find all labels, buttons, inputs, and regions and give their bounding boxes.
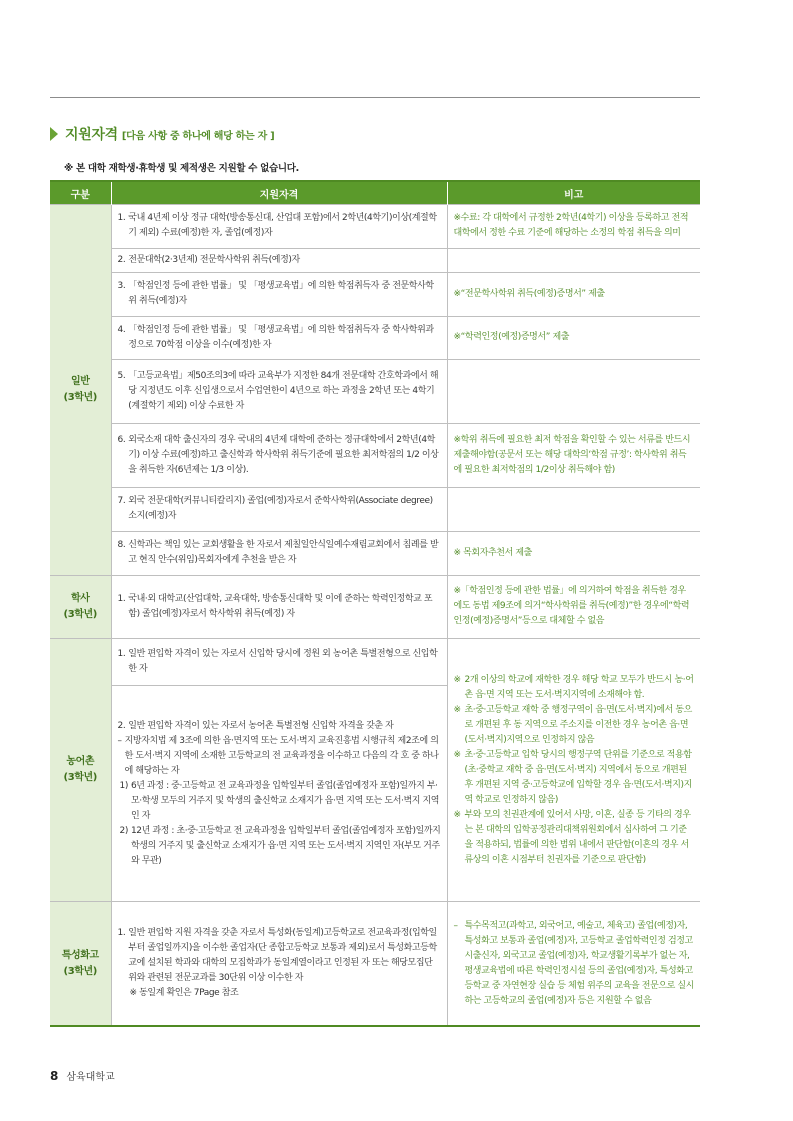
qualification-cell: 6. 외국소재 대학 출신자의 경우 국내의 4년제 대학에 준하는 정규대학에서 2학년(4학기) 이상 수료(예정)하고 출신학과 학사학위 취득기준에 필요한 최저학점의 1/2 이상을 취득한 자(6년제는 1/3 이상). xyxy=(111,424,447,488)
qualification-cell: 4. 「학점인정 등에 관한 법률」 및 「평생교육법」에 의한 학점취득자 중 학사학위과정으로 70학점 이상을 이수(예정)한 자 xyxy=(111,316,447,360)
category-bachelor: 학사 (3학년) xyxy=(50,575,111,639)
header-category: 구분 xyxy=(50,181,111,205)
qualification-cell: 7. 외국 전문대학(커뮤니티칼리지) 졸업(예정)자로서 준학사학위(Associate degree) 소지(예정)자 xyxy=(111,487,447,531)
remark-cell: ※“학력인정(예정)증명서” 제출 xyxy=(447,316,700,360)
header-remarks: 비고 xyxy=(447,181,700,205)
qualification-cell: 5. 「고등교육법」제50조의3에 따라 교육부가 지정한 84개 전문대학 간호학과에서 해당 지정년도 이후 신입생으로서 수업연한이 4년으로 하는 과정을 2학년 또는 4학기(계절학기 제외) 이상 수료한 자 xyxy=(111,360,447,424)
triangle-bullet-icon xyxy=(50,127,58,141)
table-header-row xyxy=(50,181,700,205)
eligibility-table xyxy=(50,180,700,1027)
eligibility-notice: ※ 본 대학 재학생·휴학생 및 제적생은 지원할 수 없습니다. xyxy=(64,163,299,174)
remark-cell: – 특수목적고(과학고, 외국어고, 예술고, 체육고) 졸업(예정)자, 특성화고 보통과 졸업(예정)자, 고등학교 졸업학력인정 검정고시출신자, 외국고교 졸업(예정)자, 학교생활기록부가 없는 자, 평생교육법에 따른 학력인정시설 등의 졸업(예정)자, 특성화고등학교 중 자연현장 실습 등 체험 위주의 교육을 전문으로 실시하는 고등학교의 졸업(예정)자 등은 지원할 수 없음 xyxy=(447,902,700,1026)
remark-cell: ※학위 취득에 필요한 최저 학점을 확인할 수 있는 서류를 반드시 제출해야함(공문서 또는 해당 대학의‘학점 규정’: 학사학위 취득에 필요한 최저학점의 1/2이상 취득해야 함) xyxy=(447,424,700,488)
remark-cell xyxy=(447,360,700,424)
table-row xyxy=(50,424,700,488)
table-row xyxy=(50,248,700,272)
qualification-cell: 2. 전문대학(2·3년제) 전문학사학위 취득(예정)자 xyxy=(111,248,447,272)
university-name: 삼육대학교 xyxy=(66,1072,115,1083)
category-specialized: 특성화고 (3학년) xyxy=(50,902,111,1026)
top-rule xyxy=(50,97,700,98)
table-row xyxy=(50,575,700,639)
section-subtitle: [다음 사항 중 하나에 해당 하는 자 ] xyxy=(121,130,275,142)
qualification-cell: 1. 일반 편입학 자격이 있는 자로서 신입학 당시에 정원 외 농어촌 특별전형으로 신입학 한 자 xyxy=(111,639,447,686)
table-row xyxy=(50,487,700,531)
table-row xyxy=(50,902,700,1026)
qualification-cell: 3. 「학점인정 등에 관한 법률」 및 「평생교육법」에 의한 학점취득자 중 전문학사학위 취득(예정)자 xyxy=(111,272,447,316)
remark-cell xyxy=(447,487,700,531)
remark-cell: ※“전문학사학위 취득(예정)증명서” 제출 xyxy=(447,272,700,316)
header-qualification: 지원자격 xyxy=(111,181,447,205)
page-footer xyxy=(50,1068,115,1083)
table-row xyxy=(50,531,700,575)
qualification-cell: 1. 국내 4년제 이상 정규 대학(방송통신대, 산업대 포함)에서 2학년(4학기)이상(계절학기 제외) 수료(예정)한 자, 졸업(예정)자 xyxy=(111,205,447,249)
table-row xyxy=(50,360,700,424)
table-row xyxy=(50,205,700,249)
qualification-cell: 8. 신학과는 책임 있는 교회생활을 한 자로서 제칠일안식일예수재림교회에서 침례를 받고 현직 안수(위임)목회자에게 추천을 받은 자 xyxy=(111,531,447,575)
table-row xyxy=(50,272,700,316)
remark-cell: ※「학점인정 등에 관한 법률」에 의거하여 학점을 취득한 경우에도 동법 제9조에 의거“학사학위를 취득(예정)”한 경우에“학력인정(예정)증명서”등으로 대체할 수 없음 xyxy=(447,575,700,639)
section-title xyxy=(50,125,274,143)
category-rural: 농어촌 (3학년) xyxy=(50,639,111,902)
page-number: 8 xyxy=(50,1069,59,1083)
remark-cell: ※수료: 각 대학에서 규정한 2학년(4학기) 이상을 등록하고 전적대학에서 정한 수료 기준에 해당하는 소정의 학점 취득을 의미 xyxy=(447,205,700,249)
qualification-cell: 1. 국내·외 대학교(산업대학, 교육대학, 방송통신대학 및 이에 준하는 학력인정학교 포함) 졸업(예정)자로서 학사학위 취득(예정) 자 xyxy=(111,575,447,639)
remark-cell: ※ 2개 이상의 학교에 재학한 경우 해당 학교 모두가 반드시 농·어촌 읍·면 지역 또는 도서·벽지지역에 소재해야 함. ※ 초·중·고등학교 재학 중 행정구역이 읍·면(도서·벽지)에서 동으로 개편된 후 동 지역으로 주소지를 이전한 경우 농어촌 읍·면(도서·벽지)지역으로 인정하지 않음 ※ 초·중·고등학교 입학 당시의 행정구역 단위를 기준으로 적용함(초·중학교 재학 중 읍·면(도서·벽지) 지역에서 동으로 개편된 후 개편된 지역 중·고등학교에 입학할 경우 읍·면(도서·벽지)지역 학교로 인정하지 않음) ※ 부와 모의 친권관계에 있어서 사망, 이혼, 실종 등 기타의 경우는 본 대학의 입학공정관리대책위원회에서 심사하여 그 기준을 적용하되, 법률에 의한 범위 내에서 판단함(이혼의 경우 서류상의 이혼 시점부터 친권자를 기준으로 판단함) xyxy=(447,639,700,902)
category-general: 일반 (3학년) xyxy=(50,205,111,576)
qualification-cell: 1. 일반 편입학 지원 자격을 갖춘 자로서 특성화(동일계)고등학교로 전교육과정(입학일부터 졸업일까지)을 이수한 졸업자(단 종합고등학교 보통과 제외)로서 특성화고등학교에 설치된 학과와 대학의 모집학과가 동일계열이라고 인정된 자 또는 해당모집단위와 관련된 전문교과를 30단위 이상 이수한 자 ※ 동일계 확인은 7Page 참조 xyxy=(111,902,447,1026)
table-row xyxy=(50,316,700,360)
section-title-text: 지원자격 xyxy=(65,127,118,143)
remark-cell xyxy=(447,248,700,272)
remark-cell: ※ 목회자추천서 제출 xyxy=(447,531,700,575)
table-row xyxy=(50,639,700,686)
qualification-cell: 2. 일반 편입학 자격이 있는 자로서 농어촌 특별전형 신입학 자격을 갖춘 자 – 지방자치법 제 3조에 의한 읍·면지역 또는 도서·벽지 교육진흥법 시행규칙 제2조에 의한 도서·벽지 지역에 소재한 고등학교의 전 교육과정을 이수하고 다음의 각 호 중 하나에 해당하는 자 1) 6년 과정 : 중·고등학교 전 교육과정을 입학일부터 졸업(졸업예정자 포함)일까지 부·모·학생 모두의 거주지 및 학생의 출신학교 소재지가 읍·면 지역 또는 도서·벽지 지역인 자 2) 12년 과정 : 초·중·고등학교 전 교육과정을 입학일부터 졸업(졸업예정자 포함)일까지 학생의 거주지 및 출신학교 소재지가 읍·면 지역 또는 도서·벽지 지역인 자(부모 거주와 무관) xyxy=(111,685,447,901)
